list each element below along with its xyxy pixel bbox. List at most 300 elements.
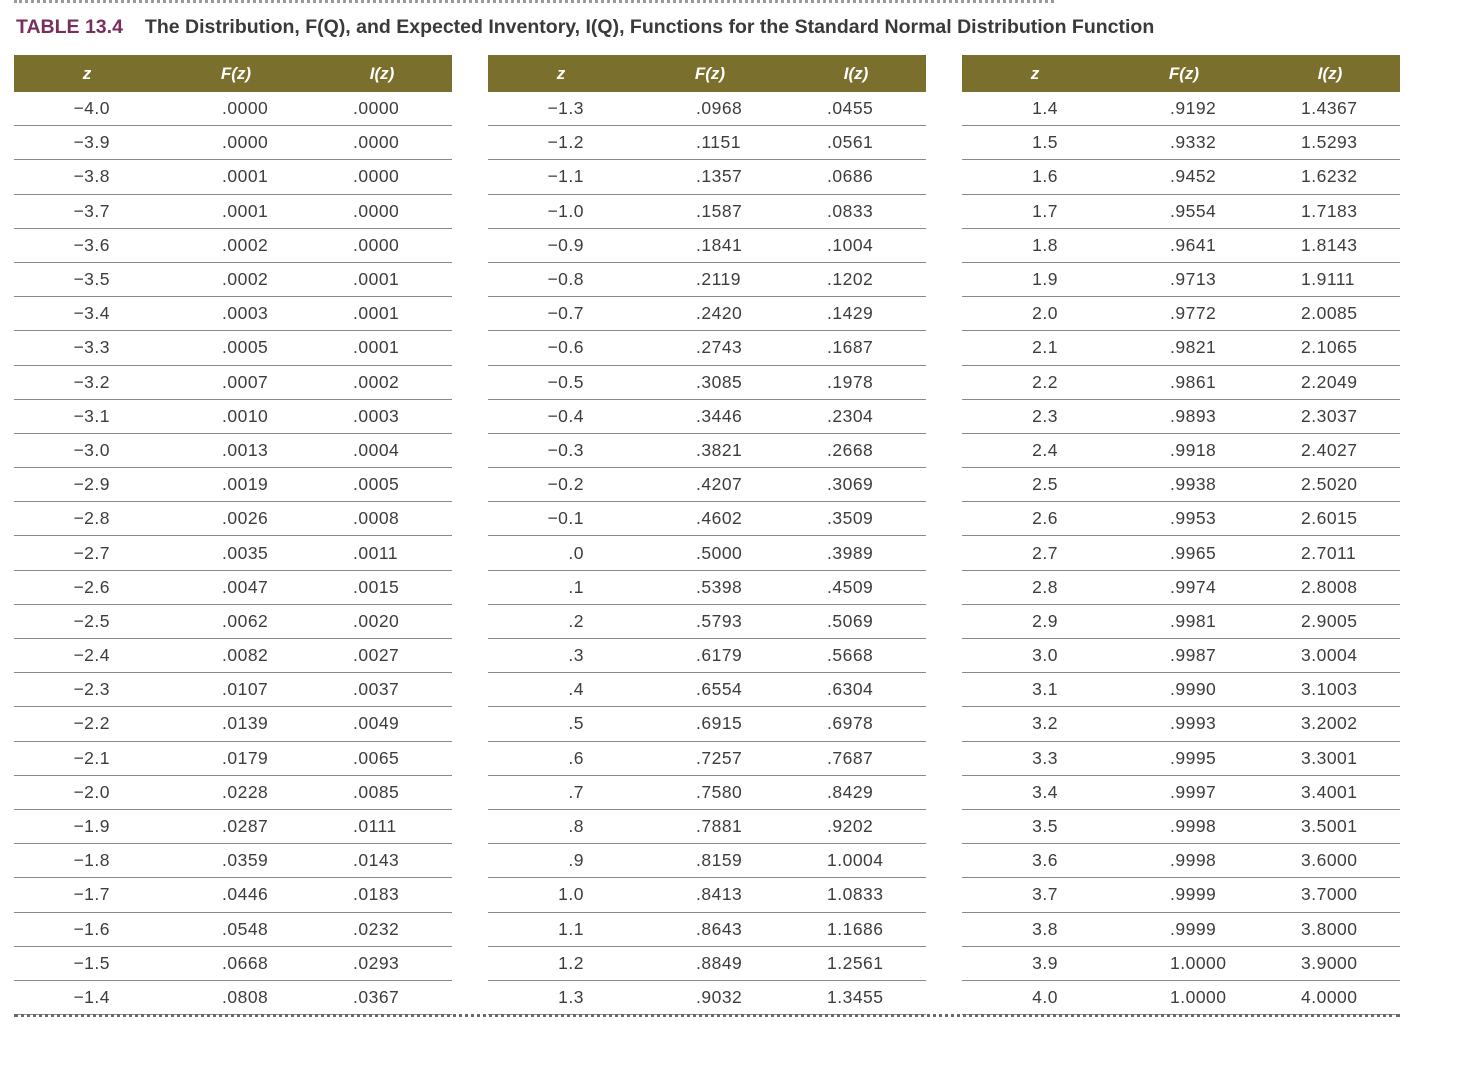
z-cell: −2.3 [14, 673, 160, 707]
column-header-z: z [962, 55, 1108, 92]
table-row [488, 262, 926, 296]
z-cell: 4.0 [962, 980, 1108, 1014]
table-row [962, 194, 1400, 228]
z-cell: −1.0 [488, 194, 634, 228]
z-cell: .5 [488, 707, 634, 741]
fz-cell: .0005 [160, 331, 312, 365]
iz-cell: .0561 [786, 126, 926, 160]
table-row [488, 126, 926, 160]
iz-cell: .0111 [312, 809, 452, 843]
z-cell: −2.1 [14, 741, 160, 775]
iz-cell: .0001 [312, 297, 452, 331]
iz-cell: .2668 [786, 433, 926, 467]
z-cell: .3 [488, 639, 634, 673]
table-row [962, 775, 1400, 809]
iz-cell: 1.8143 [1260, 228, 1400, 262]
z-cell: 3.0 [962, 639, 1108, 673]
z-cell: −2.5 [14, 604, 160, 638]
table-row [488, 228, 926, 262]
iz-cell: .3069 [786, 468, 926, 502]
table-panel-1 [14, 55, 452, 1015]
fz-cell: .9998 [1108, 809, 1260, 843]
table-row [14, 673, 452, 707]
z-cell: −1.9 [14, 809, 160, 843]
iz-cell: 1.7183 [1260, 194, 1400, 228]
table-row [962, 297, 1400, 331]
table-row [488, 194, 926, 228]
fz-cell: .4602 [634, 502, 786, 536]
table-row [962, 604, 1400, 638]
iz-cell: .8429 [786, 775, 926, 809]
iz-cell: 3.6000 [1260, 844, 1400, 878]
fz-cell: 1.0000 [1108, 946, 1260, 980]
fz-cell: .8159 [634, 844, 786, 878]
iz-cell: 4.0000 [1260, 980, 1400, 1014]
iz-cell: .0015 [312, 570, 452, 604]
table-row [488, 536, 926, 570]
fz-cell: .0808 [160, 980, 312, 1014]
table-row [14, 331, 452, 365]
z-cell: −1.8 [14, 844, 160, 878]
z-cell: 2.6 [962, 502, 1108, 536]
iz-cell: 2.8008 [1260, 570, 1400, 604]
table-row [488, 707, 926, 741]
z-cell: 1.9 [962, 262, 1108, 296]
fz-cell: .8413 [634, 878, 786, 912]
z-cell: 3.9 [962, 946, 1108, 980]
iz-cell: .0027 [312, 639, 452, 673]
fz-cell: .0139 [160, 707, 312, 741]
iz-cell: .0003 [312, 399, 452, 433]
iz-cell: .1687 [786, 331, 926, 365]
header-row [962, 55, 1400, 92]
z-cell: −1.6 [14, 912, 160, 946]
fz-cell: .9999 [1108, 912, 1260, 946]
z-cell: 1.7 [962, 194, 1108, 228]
iz-cell: 1.6232 [1260, 160, 1400, 194]
fz-cell: .9918 [1108, 433, 1260, 467]
z-cell: −1.4 [14, 980, 160, 1014]
iz-cell: 1.4367 [1260, 92, 1400, 126]
iz-cell: 2.3037 [1260, 399, 1400, 433]
iz-cell: .0049 [312, 707, 452, 741]
table-row [14, 468, 452, 502]
z-cell: −0.2 [488, 468, 634, 502]
z-cell: −3.9 [14, 126, 160, 160]
fz-cell: .7881 [634, 809, 786, 843]
table-row [962, 126, 1400, 160]
fz-cell: .1151 [634, 126, 786, 160]
iz-cell: .0686 [786, 160, 926, 194]
iz-cell: 2.4027 [1260, 433, 1400, 467]
iz-cell: 1.1686 [786, 912, 926, 946]
table-row [14, 126, 452, 160]
table-row [962, 502, 1400, 536]
fz-cell: .9032 [634, 980, 786, 1014]
z-cell: −3.2 [14, 365, 160, 399]
iz-cell: 1.0833 [786, 878, 926, 912]
fz-cell: .0968 [634, 92, 786, 126]
table-row [14, 980, 452, 1014]
table-panel-2 [488, 55, 926, 1015]
fz-cell: .0026 [160, 502, 312, 536]
column-header-iz: I(z) [786, 55, 926, 92]
fz-cell: .1841 [634, 228, 786, 262]
table-row [488, 946, 926, 980]
fz-cell: .8849 [634, 946, 786, 980]
table-row [488, 297, 926, 331]
iz-cell: 1.0004 [786, 844, 926, 878]
z-cell: 2.2 [962, 365, 1108, 399]
iz-cell: 1.9111 [1260, 262, 1400, 296]
iz-cell: .0367 [312, 980, 452, 1014]
fz-cell: .9974 [1108, 570, 1260, 604]
iz-cell: .5668 [786, 639, 926, 673]
table-row [962, 160, 1400, 194]
z-cell: −2.6 [14, 570, 160, 604]
iz-cell: .0000 [312, 92, 452, 126]
fz-cell: .3446 [634, 399, 786, 433]
iz-cell: .0002 [312, 365, 452, 399]
z-cell: −1.2 [488, 126, 634, 160]
z-cell: 3.8 [962, 912, 1108, 946]
fz-cell: .0002 [160, 228, 312, 262]
z-cell: −2.4 [14, 639, 160, 673]
iz-cell: 1.3455 [786, 980, 926, 1014]
fz-cell: .0007 [160, 365, 312, 399]
table-row [962, 844, 1400, 878]
fz-cell: .9993 [1108, 707, 1260, 741]
table-row [962, 92, 1400, 126]
table-row [962, 399, 1400, 433]
iz-cell: .0001 [312, 262, 452, 296]
z-cell: 1.1 [488, 912, 634, 946]
iz-cell: .0293 [312, 946, 452, 980]
fz-cell: .9192 [1108, 92, 1260, 126]
z-cell: −1.7 [14, 878, 160, 912]
table-row [962, 365, 1400, 399]
z-cell: −3.4 [14, 297, 160, 331]
iz-cell: 3.8000 [1260, 912, 1400, 946]
fz-cell: .9938 [1108, 468, 1260, 502]
z-cell: −3.5 [14, 262, 160, 296]
fz-cell: .9995 [1108, 741, 1260, 775]
fz-cell: .9821 [1108, 331, 1260, 365]
z-cell: −1.3 [488, 92, 634, 126]
fz-cell: .0001 [160, 160, 312, 194]
fz-cell: .0287 [160, 809, 312, 843]
table-row [962, 262, 1400, 296]
table-label: TABLE 13.4 [16, 16, 123, 38]
z-cell: 2.4 [962, 433, 1108, 467]
table-row [962, 707, 1400, 741]
table-row [488, 844, 926, 878]
iz-cell: 1.5293 [1260, 126, 1400, 160]
table-row [488, 399, 926, 433]
table-row [14, 262, 452, 296]
z-cell: −0.1 [488, 502, 634, 536]
z-cell: −3.6 [14, 228, 160, 262]
iz-cell: .0455 [786, 92, 926, 126]
z-cell: −0.6 [488, 331, 634, 365]
iz-cell: .0833 [786, 194, 926, 228]
column-header-z: z [488, 55, 634, 92]
iz-cell: .0000 [312, 160, 452, 194]
table-row [14, 194, 452, 228]
table-row [14, 604, 452, 638]
fz-cell: .0035 [160, 536, 312, 570]
table-panel-3 [962, 55, 1400, 1015]
z-cell: 1.8 [962, 228, 1108, 262]
table-row [488, 980, 926, 1014]
fz-cell: .1587 [634, 194, 786, 228]
table-row [962, 433, 1400, 467]
iz-cell: 2.0085 [1260, 297, 1400, 331]
table-row [488, 639, 926, 673]
table-row [962, 536, 1400, 570]
table-row [14, 536, 452, 570]
fz-cell: .2743 [634, 331, 786, 365]
table-row [14, 570, 452, 604]
fz-cell: 1.0000 [1108, 980, 1260, 1014]
z-cell: .1 [488, 570, 634, 604]
iz-cell: .0008 [312, 502, 452, 536]
z-cell: −4.0 [14, 92, 160, 126]
fz-cell: .9772 [1108, 297, 1260, 331]
fz-cell: .9990 [1108, 673, 1260, 707]
table-row [962, 673, 1400, 707]
z-cell: −1.5 [14, 946, 160, 980]
table-row [14, 399, 452, 433]
table-row [14, 297, 452, 331]
z-cell: −0.8 [488, 262, 634, 296]
table-row [14, 912, 452, 946]
table-row [14, 433, 452, 467]
table-row [14, 946, 452, 980]
iz-cell: .9202 [786, 809, 926, 843]
fz-cell: .0001 [160, 194, 312, 228]
column-header-z: z [14, 55, 160, 92]
table-row [14, 844, 452, 878]
table-row [488, 570, 926, 604]
z-cell: 2.9 [962, 604, 1108, 638]
fz-cell: .9713 [1108, 262, 1260, 296]
table-row [14, 707, 452, 741]
table-row [962, 570, 1400, 604]
z-cell: −0.7 [488, 297, 634, 331]
z-cell: −3.0 [14, 433, 160, 467]
iz-cell: 3.2002 [1260, 707, 1400, 741]
table-row [14, 809, 452, 843]
table-row [962, 878, 1400, 912]
iz-cell: 3.0004 [1260, 639, 1400, 673]
z-cell: .8 [488, 809, 634, 843]
z-cell: .9 [488, 844, 634, 878]
iz-cell: .4509 [786, 570, 926, 604]
fz-cell: .0107 [160, 673, 312, 707]
table-row [14, 639, 452, 673]
z-cell: −1.1 [488, 160, 634, 194]
table-row [962, 228, 1400, 262]
table-row [962, 980, 1400, 1014]
iz-cell: .0020 [312, 604, 452, 638]
fz-cell: .0019 [160, 468, 312, 502]
fz-cell: .3085 [634, 365, 786, 399]
table-row [14, 92, 452, 126]
z-cell: .7 [488, 775, 634, 809]
iz-cell: 2.9005 [1260, 604, 1400, 638]
fz-cell: .0047 [160, 570, 312, 604]
z-cell: 3.4 [962, 775, 1108, 809]
fz-cell: .5793 [634, 604, 786, 638]
iz-cell: 2.1065 [1260, 331, 1400, 365]
header-row [488, 55, 926, 92]
iz-cell: .0000 [312, 126, 452, 160]
fz-cell: .0000 [160, 126, 312, 160]
fz-cell: .9861 [1108, 365, 1260, 399]
iz-cell: .0065 [312, 741, 452, 775]
column-header-iz: I(z) [312, 55, 452, 92]
table-caption [16, 16, 1154, 42]
z-cell: −3.1 [14, 399, 160, 433]
fz-cell: .9965 [1108, 536, 1260, 570]
z-cell: −0.9 [488, 228, 634, 262]
fz-cell: .0082 [160, 639, 312, 673]
iz-cell: .0004 [312, 433, 452, 467]
iz-cell: .1978 [786, 365, 926, 399]
iz-cell: .0005 [312, 468, 452, 502]
iz-cell: .0183 [312, 878, 452, 912]
fz-cell: .9452 [1108, 160, 1260, 194]
iz-cell: .0232 [312, 912, 452, 946]
fz-cell: .6915 [634, 707, 786, 741]
fz-cell: .0010 [160, 399, 312, 433]
iz-cell: .0037 [312, 673, 452, 707]
table-row [488, 878, 926, 912]
z-cell: 3.3 [962, 741, 1108, 775]
z-cell: −2.8 [14, 502, 160, 536]
iz-cell: 2.5020 [1260, 468, 1400, 502]
z-cell: 1.3 [488, 980, 634, 1014]
table-row [962, 468, 1400, 502]
fz-cell: .0548 [160, 912, 312, 946]
iz-cell: .0011 [312, 536, 452, 570]
z-cell: .2 [488, 604, 634, 638]
fz-cell: .2119 [634, 262, 786, 296]
z-cell: −2.7 [14, 536, 160, 570]
z-cell: 3.5 [962, 809, 1108, 843]
z-cell: 3.6 [962, 844, 1108, 878]
fz-cell: .0003 [160, 297, 312, 331]
iz-cell: .0085 [312, 775, 452, 809]
table-row [14, 775, 452, 809]
table-row [14, 160, 452, 194]
table-row [14, 741, 452, 775]
fz-cell: .7580 [634, 775, 786, 809]
iz-cell: .0000 [312, 228, 452, 262]
table-row [14, 502, 452, 536]
z-cell: −2.9 [14, 468, 160, 502]
z-cell: 1.2 [488, 946, 634, 980]
fz-cell: .0668 [160, 946, 312, 980]
table-row [14, 878, 452, 912]
table-row [962, 912, 1400, 946]
iz-cell: .0001 [312, 331, 452, 365]
fz-cell: .9981 [1108, 604, 1260, 638]
z-cell: −3.8 [14, 160, 160, 194]
z-cell: −2.2 [14, 707, 160, 741]
fz-cell: .9999 [1108, 878, 1260, 912]
table-row [962, 946, 1400, 980]
bottom-dotted-rule [14, 1014, 1400, 1020]
z-cell: 2.8 [962, 570, 1108, 604]
table-row [488, 92, 926, 126]
fz-cell: .8643 [634, 912, 786, 946]
z-cell: −2.0 [14, 775, 160, 809]
z-cell: 2.5 [962, 468, 1108, 502]
fz-cell: .7257 [634, 741, 786, 775]
table-row [488, 433, 926, 467]
z-cell: 2.1 [962, 331, 1108, 365]
iz-cell: .6978 [786, 707, 926, 741]
fz-cell: .0359 [160, 844, 312, 878]
fz-cell: .0013 [160, 433, 312, 467]
table-row [14, 228, 452, 262]
fz-cell: .9332 [1108, 126, 1260, 160]
iz-cell: .3509 [786, 502, 926, 536]
z-cell: −0.4 [488, 399, 634, 433]
iz-cell: .5069 [786, 604, 926, 638]
table-row [488, 468, 926, 502]
table-row [488, 809, 926, 843]
table-row [962, 639, 1400, 673]
z-cell: −0.5 [488, 365, 634, 399]
table-row [962, 331, 1400, 365]
z-cell: 3.2 [962, 707, 1108, 741]
table-title: The Distribution, F(Q), and Expected Inventory, I(Q), Functions for the Standard Normal Distribution Function [144, 16, 1155, 38]
iz-cell: .1429 [786, 297, 926, 331]
z-cell: 1.0 [488, 878, 634, 912]
column-header-fz: F(z) [634, 55, 786, 92]
iz-cell: 3.7000 [1260, 878, 1400, 912]
z-cell: 2.7 [962, 536, 1108, 570]
iz-cell: 3.9000 [1260, 946, 1400, 980]
fz-cell: .9893 [1108, 399, 1260, 433]
fz-cell: .1357 [634, 160, 786, 194]
iz-cell: 3.1003 [1260, 673, 1400, 707]
z-cell: 3.1 [962, 673, 1108, 707]
fz-cell: .0179 [160, 741, 312, 775]
iz-cell: 3.4001 [1260, 775, 1400, 809]
iz-cell: .7687 [786, 741, 926, 775]
table-row [14, 365, 452, 399]
iz-cell: 3.3001 [1260, 741, 1400, 775]
z-cell: −0.3 [488, 433, 634, 467]
z-cell: 1.4 [962, 92, 1108, 126]
table-row [488, 502, 926, 536]
iz-cell: 2.2049 [1260, 365, 1400, 399]
fz-cell: .0002 [160, 262, 312, 296]
column-header-fz: F(z) [160, 55, 312, 92]
fz-cell: .9953 [1108, 502, 1260, 536]
fz-cell: .0000 [160, 92, 312, 126]
column-header-fz: F(z) [1108, 55, 1260, 92]
z-cell: −3.3 [14, 331, 160, 365]
fz-cell: .5398 [634, 570, 786, 604]
iz-cell: .0143 [312, 844, 452, 878]
iz-cell: .6304 [786, 673, 926, 707]
z-cell: 3.7 [962, 878, 1108, 912]
